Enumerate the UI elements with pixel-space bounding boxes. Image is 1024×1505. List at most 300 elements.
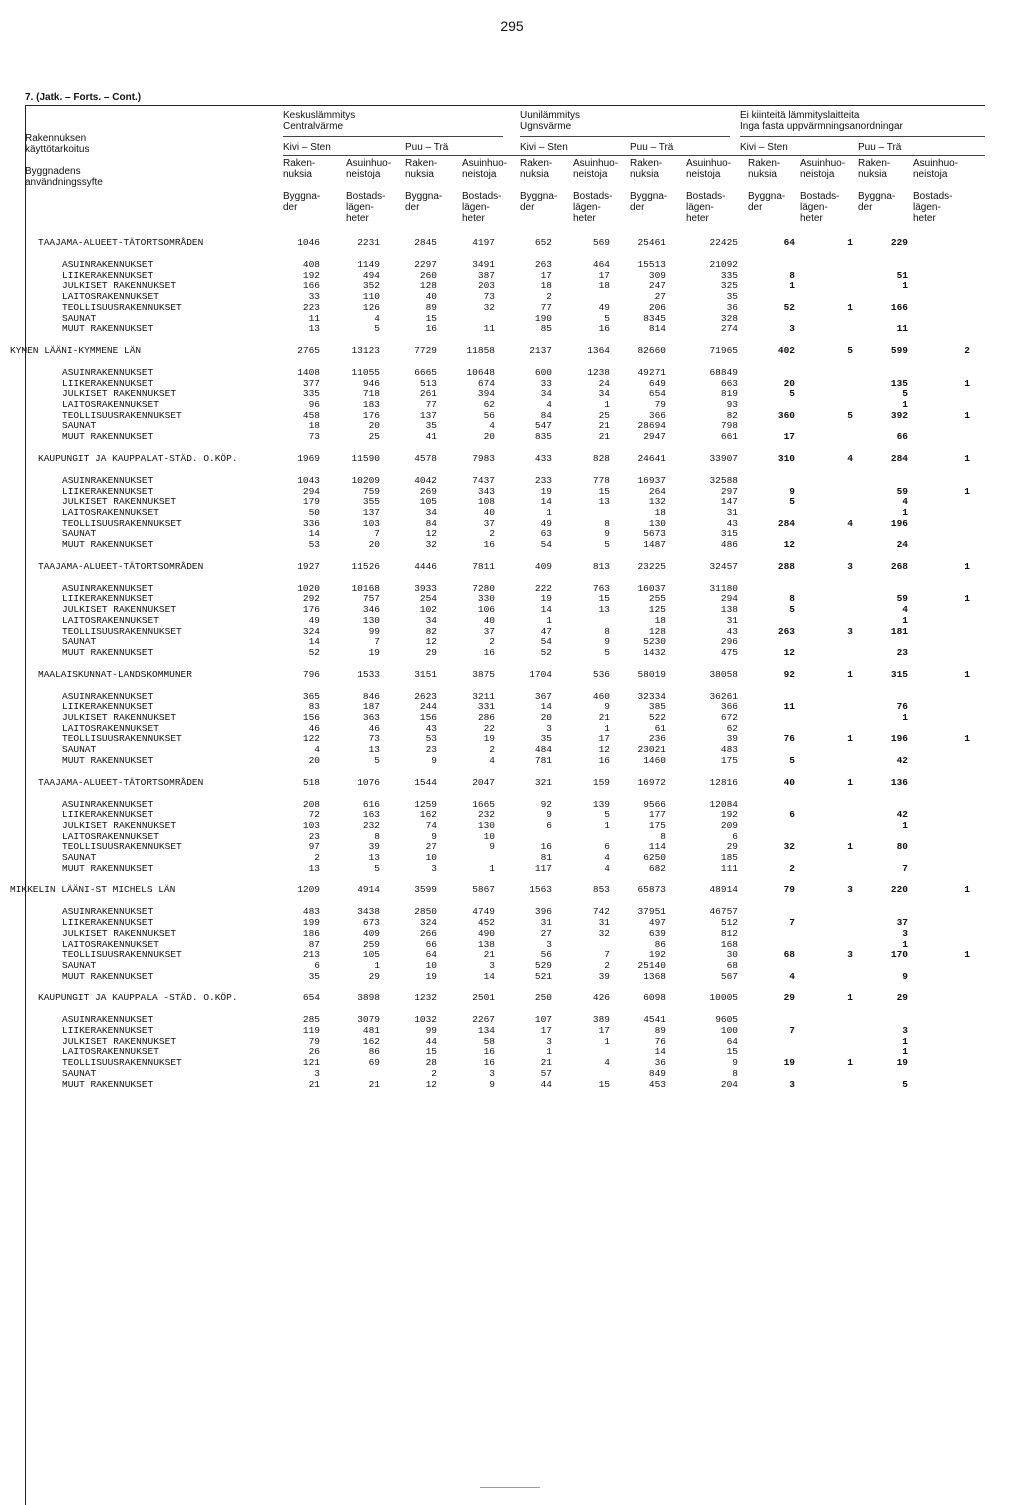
cell-col-2: 7 — [374, 528, 380, 540]
cell-col-5: 44 — [540, 1078, 552, 1090]
table-row — [0, 852, 1024, 863]
cell-col-5: 92 — [540, 798, 552, 810]
cell-col-4: 106 — [477, 604, 495, 616]
group-rule-1 — [283, 136, 503, 137]
cell-col-6: 1238 — [587, 366, 610, 378]
cell-col-9: 19 — [783, 1057, 795, 1069]
cell-col-2: 137 — [362, 506, 380, 518]
cell-col-1: 83 — [308, 701, 320, 713]
cell-col-11: 1 — [902, 819, 908, 831]
cell-col-6: 15 — [598, 593, 610, 605]
cell-col-12: 1 — [964, 593, 970, 605]
cell-col-7: 497 — [648, 917, 666, 929]
cell-col-1: 192 — [302, 269, 320, 281]
cell-col-2: 8 — [374, 830, 380, 842]
cell-col-2: 105 — [362, 949, 380, 961]
cell-col-5: 27 — [540, 927, 552, 939]
table-row — [0, 755, 1024, 766]
cell-col-9: 20 — [783, 377, 795, 389]
cell-col-5: 14 — [540, 701, 552, 713]
cell-col-9: 40 — [783, 776, 795, 788]
cell-col-3: 12 — [425, 528, 437, 540]
cell-col-8: 68849 — [709, 366, 738, 378]
cell-col-5: 54 — [540, 636, 552, 648]
cell-col-11: 1 — [902, 506, 908, 518]
cell-col-7: 16037 — [637, 582, 666, 594]
row-label: LAITOSRAKENNUKSET — [62, 1046, 159, 1058]
cell-col-10: 1 — [847, 237, 853, 248]
cell-col-4: 16 — [483, 646, 495, 658]
cell-col-2: 5 — [374, 323, 380, 335]
cell-col-8: 209 — [720, 819, 738, 831]
table-row — [0, 906, 1024, 917]
cell-col-3: 35 — [425, 420, 437, 432]
row-label: MUUT RAKENNUKSET — [62, 431, 154, 443]
cell-col-1: 1046 — [297, 237, 320, 248]
cell-col-7: 125 — [648, 604, 666, 616]
row-label: JULKISET RAKENNUKSET — [62, 927, 177, 939]
cell-col-2: 11590 — [351, 452, 380, 464]
table-row — [0, 733, 1024, 744]
cell-col-10: 1 — [847, 776, 853, 788]
cell-col-2: 616 — [362, 798, 380, 810]
cell-col-3: 2 — [431, 1067, 437, 1079]
row-label: LIIKERAKENNUKSET — [62, 377, 154, 389]
group-header-no-heating: Ei kiinteitä lämmityslaitteita Inga fasta uppvärmningsanordningar — [740, 110, 903, 132]
table-row — [0, 528, 1024, 539]
row-label: SAUNAT — [62, 852, 97, 863]
cell-col-3: 3599 — [414, 884, 437, 896]
cell-col-8: 9605 — [715, 1014, 738, 1026]
row-label: LIIKERAKENNUKSET — [62, 1025, 154, 1036]
cell-col-6: 7 — [604, 949, 610, 961]
cell-col-8: 9 — [732, 1057, 738, 1069]
cell-col-1: 53 — [308, 539, 320, 550]
cell-col-7: 247 — [648, 280, 666, 292]
cell-col-12: 1 — [964, 452, 970, 464]
row-label: MUUT RAKENNUKSET — [62, 754, 154, 766]
row-label: JULKISET RAKENNUKSET — [62, 712, 177, 723]
cell-col-2: 99 — [368, 625, 380, 637]
cell-col-8: 82 — [726, 409, 738, 421]
cell-col-5: 652 — [534, 237, 552, 248]
cell-col-3: 4578 — [414, 452, 437, 464]
cell-col-8: 62 — [726, 722, 738, 734]
cell-col-7: 37951 — [637, 906, 666, 918]
cell-col-4: 108 — [477, 496, 495, 508]
cell-col-9: 1 — [789, 280, 795, 292]
cell-col-11: 5 — [902, 388, 908, 400]
cell-col-9: 5 — [789, 754, 795, 766]
cell-col-4: 21 — [483, 949, 495, 961]
cell-col-7: 5673 — [643, 528, 666, 540]
cell-col-5: 835 — [534, 431, 552, 443]
cell-col-2: 13 — [368, 852, 380, 863]
cell-col-8: 64 — [726, 1035, 738, 1047]
cell-col-1: 6 — [314, 959, 320, 971]
cell-col-5: 57 — [540, 1067, 552, 1079]
cell-col-9: 5 — [789, 496, 795, 508]
row-label: KAUPUNGIT JA KAUPPALA -STÄD. O.KÖP. — [38, 992, 238, 1004]
cell-col-3: 34 — [425, 506, 437, 518]
cell-col-2: 13 — [368, 744, 380, 756]
cell-col-9: 5 — [789, 388, 795, 400]
cell-col-2: 25 — [368, 431, 380, 443]
cell-col-2: 232 — [362, 819, 380, 831]
row-label: JULKISET RAKENNUKSET — [62, 280, 177, 292]
cell-col-3: 1032 — [414, 1014, 437, 1026]
cell-col-4: 3491 — [472, 259, 495, 270]
cell-col-10: 3 — [847, 560, 853, 572]
cell-col-8: 335 — [720, 269, 738, 281]
cell-col-11: 1 — [902, 938, 908, 950]
row-label: ASUINRAKENNUKSET — [62, 259, 154, 270]
subheader-buildings-2: Raken- nuksia Byggna- der — [405, 158, 443, 213]
cell-col-4: 2267 — [472, 1014, 495, 1026]
cell-col-8: 512 — [720, 917, 738, 929]
cell-col-1: 79 — [308, 1035, 320, 1047]
cell-col-4: 2047 — [472, 776, 495, 788]
cell-col-3: 23 — [425, 744, 437, 756]
row-label: MIKKELIN LÄÄNI-ST MICHELS LÄN — [10, 884, 176, 896]
row-label: LIIKERAKENNUKSET — [62, 809, 154, 821]
cell-col-1: 408 — [302, 259, 320, 270]
cell-col-11: 1 — [902, 712, 908, 723]
cell-col-4: 232 — [477, 809, 495, 821]
cell-col-7: 89 — [654, 1025, 666, 1036]
cell-col-12: 1 — [964, 884, 970, 896]
cell-col-7: 76 — [654, 1035, 666, 1047]
cell-col-6: 1 — [604, 1035, 610, 1047]
cell-col-8: 31 — [726, 614, 738, 626]
cell-col-2: 130 — [362, 614, 380, 626]
cell-col-1: 324 — [302, 625, 320, 637]
cell-col-10: 4 — [847, 452, 853, 464]
cell-col-1: 1043 — [297, 474, 320, 486]
cell-col-11: 136 — [890, 776, 908, 788]
cell-col-8: 71965 — [709, 344, 738, 356]
cell-col-4: 387 — [477, 269, 495, 281]
cell-col-11: 23 — [896, 646, 908, 658]
cell-col-11: 4 — [902, 496, 908, 508]
cell-col-8: 36 — [726, 301, 738, 313]
row-label: TEOLLISUUSRAKENNUKSET — [62, 949, 182, 961]
cell-col-9: 263 — [777, 625, 795, 637]
cell-col-11: 5 — [902, 1078, 908, 1090]
cell-col-6: 17 — [598, 1025, 610, 1036]
cell-col-8: 29 — [726, 841, 738, 853]
cell-col-3: 6665 — [414, 366, 437, 378]
cell-col-5: 52 — [540, 646, 552, 658]
table-row — [0, 1068, 1024, 1079]
cell-col-3: 84 — [425, 517, 437, 529]
cell-col-4: 394 — [477, 388, 495, 400]
row-label: MUUT RAKENNUKSET — [62, 323, 154, 335]
cell-col-11: 268 — [890, 560, 908, 572]
cell-col-4: 4749 — [472, 906, 495, 918]
cell-col-8: 812 — [720, 927, 738, 939]
cell-col-7: 24641 — [637, 452, 666, 464]
cell-col-4: 2 — [489, 744, 495, 756]
cell-col-3: 102 — [419, 604, 437, 616]
cell-col-1: 518 — [302, 776, 320, 788]
cell-col-7: 309 — [648, 269, 666, 281]
row-label: MUUT RAKENNUKSET — [62, 1078, 154, 1090]
cell-col-3: 244 — [419, 701, 437, 713]
cell-col-1: 186 — [302, 927, 320, 939]
cell-col-8: 30 — [726, 949, 738, 961]
cell-col-6: 12 — [598, 744, 610, 756]
cell-col-6: 16 — [598, 323, 610, 335]
cell-col-2: 7 — [374, 636, 380, 648]
cell-col-9: 2 — [789, 862, 795, 874]
cell-col-8: 46757 — [709, 906, 738, 918]
cell-col-1: 3 — [314, 1067, 320, 1079]
cell-col-4: 2 — [489, 528, 495, 540]
row-label: ASUINRAKENNUKSET — [62, 1014, 154, 1026]
cell-col-8: 22425 — [709, 237, 738, 248]
cell-col-3: 4446 — [414, 560, 437, 572]
cell-col-3: 3933 — [414, 582, 437, 594]
cell-col-4: 7280 — [472, 582, 495, 594]
cell-col-6: 1364 — [587, 344, 610, 356]
row-label: SAUNAT — [62, 744, 97, 756]
table-caption: 7. (Jatk. – Forts. – Cont.) — [25, 92, 142, 103]
cell-col-4: 2501 — [472, 992, 495, 1004]
section-row — [0, 669, 1024, 680]
cell-col-3: 41 — [425, 431, 437, 443]
cell-col-6: 5 — [604, 809, 610, 821]
cell-col-4: 134 — [477, 1025, 495, 1036]
cell-col-8: 366 — [720, 701, 738, 713]
cell-col-6: 15 — [598, 1078, 610, 1090]
cell-col-6: 5 — [604, 646, 610, 658]
row-label: LAITOSRAKENNUKSET — [62, 938, 159, 950]
cell-col-9: 64 — [783, 237, 795, 248]
cell-col-7: 132 — [648, 496, 666, 508]
cell-col-7: 65873 — [637, 884, 666, 896]
cell-col-8: 204 — [720, 1078, 738, 1090]
subheader-buildings-3: Raken- nuksia Byggna- der — [520, 158, 558, 213]
cell-col-8: 48914 — [709, 884, 738, 896]
cell-col-8: 43 — [726, 625, 738, 637]
subheader-buildings-5: Raken- nuksia Byggna- der — [748, 158, 786, 213]
cell-col-2: 673 — [362, 917, 380, 929]
cell-col-11: 220 — [890, 884, 908, 896]
cell-col-5: 1704 — [529, 668, 552, 680]
cell-col-2: 409 — [362, 927, 380, 939]
row-label: JULKISET RAKENNUKSET — [62, 819, 177, 831]
cell-col-1: 49 — [308, 614, 320, 626]
cell-col-5: 250 — [534, 992, 552, 1004]
cell-col-3: 64 — [425, 949, 437, 961]
cell-col-10: 4 — [847, 517, 853, 529]
cell-col-6: 34 — [598, 388, 610, 400]
cell-col-1: 87 — [308, 938, 320, 950]
cell-col-9: 32 — [783, 841, 795, 853]
cell-col-11: 3 — [902, 1025, 908, 1036]
cell-col-7: 5230 — [643, 636, 666, 648]
cell-col-8: 6 — [732, 830, 738, 842]
cell-col-4: 674 — [477, 377, 495, 389]
cell-col-7: 264 — [648, 485, 666, 497]
row-label: LIIKERAKENNUKSET — [62, 701, 154, 713]
cell-col-1: 285 — [302, 1014, 320, 1026]
cell-col-7: 6250 — [643, 852, 666, 863]
cell-col-6: 778 — [592, 474, 610, 486]
cell-col-4: 4 — [489, 754, 495, 766]
cell-col-1: 52 — [308, 646, 320, 658]
row-label: LAITOSRAKENNUKSET — [62, 506, 159, 518]
cell-col-6: 569 — [592, 237, 610, 248]
table-row — [0, 841, 1024, 852]
cell-col-8: 21092 — [709, 259, 738, 270]
subheader-dwellings-3: Asuinhuo- neistoja Bostads- lägen- heter — [573, 158, 619, 224]
row-label: TAAJAMA-ALUEET-TÄTORTSOMRÅDEN — [38, 560, 204, 572]
cell-col-3: 156 — [419, 712, 437, 723]
table-row — [0, 723, 1024, 734]
cell-col-2: 20 — [368, 420, 380, 432]
subheader-dwellings-5: Asuinhuo- neistoja Bostads- lägen- heter — [800, 158, 846, 224]
cell-col-4: 490 — [477, 927, 495, 939]
row-label: TEOLLISUUSRAKENNUKSET — [62, 841, 182, 853]
cell-col-9: 7 — [789, 917, 795, 929]
section-row — [0, 992, 1024, 1003]
cell-col-7: 8345 — [643, 312, 666, 324]
cell-col-6: 21 — [598, 431, 610, 443]
cell-col-7: 2947 — [643, 431, 666, 443]
cell-col-8: 274 — [720, 323, 738, 335]
cell-col-4: 37 — [483, 517, 495, 529]
cell-col-3: 44 — [425, 1035, 437, 1047]
cell-col-5: 1563 — [529, 884, 552, 896]
cell-col-5: 117 — [534, 862, 552, 874]
table-row — [0, 583, 1024, 594]
cell-col-11: 196 — [890, 733, 908, 745]
table-row — [0, 1079, 1024, 1090]
cell-col-10: 1 — [847, 668, 853, 680]
cell-col-2: 183 — [362, 399, 380, 410]
cell-col-3: 266 — [419, 927, 437, 939]
cell-col-3: 10 — [425, 959, 437, 971]
cell-col-3: 40 — [425, 291, 437, 303]
cell-col-10: 1 — [847, 992, 853, 1004]
cell-col-7: 16937 — [637, 474, 666, 486]
cell-col-2: 13123 — [351, 344, 380, 356]
cell-col-3: 2850 — [414, 906, 437, 918]
row-label: ASUINRAKENNUKSET — [62, 690, 154, 702]
cell-col-2: 176 — [362, 409, 380, 421]
cell-col-5: 367 — [534, 690, 552, 702]
cell-col-1: 21 — [308, 1078, 320, 1090]
cell-col-7: 23225 — [637, 560, 666, 572]
cell-col-5: 19 — [540, 593, 552, 605]
table-row — [0, 378, 1024, 389]
cell-col-11: 196 — [890, 517, 908, 529]
cell-col-7: 25461 — [637, 237, 666, 248]
cell-col-3: 513 — [419, 377, 437, 389]
table-row — [0, 496, 1024, 507]
cell-col-7: 86 — [654, 938, 666, 950]
cell-col-9: 3 — [789, 323, 795, 335]
cell-col-1: 122 — [302, 733, 320, 745]
cell-col-5: 85 — [540, 323, 552, 335]
cell-col-7: 130 — [648, 517, 666, 529]
cell-col-4: 22 — [483, 722, 495, 734]
cell-col-4: 40 — [483, 506, 495, 518]
cell-col-11: 51 — [896, 269, 908, 281]
cell-col-9: 76 — [783, 733, 795, 745]
cell-col-5: 21 — [540, 1057, 552, 1069]
cell-col-7: 61 — [654, 722, 666, 734]
row-label: TEOLLISUUSRAKENNUKSET — [62, 1057, 182, 1069]
cell-col-7: 649 — [648, 377, 666, 389]
cell-col-6: 5 — [604, 539, 610, 550]
cell-col-7: 849 — [648, 1067, 666, 1079]
row-label: LAITOSRAKENNUKSET — [62, 722, 159, 734]
cell-col-3: 137 — [419, 409, 437, 421]
table-row — [0, 518, 1024, 529]
cell-col-5: 600 — [534, 366, 552, 378]
cell-col-6: 139 — [592, 798, 610, 810]
cell-col-8: 296 — [720, 636, 738, 648]
table-row — [0, 1014, 1024, 1025]
row-label: TAAJAMA-ALUEET-TÄTORTSOMRÅDEN — [38, 776, 204, 788]
row-label: TEOLLISUUSRAKENNUKSET — [62, 301, 182, 313]
cell-col-1: 1209 — [297, 884, 320, 896]
cell-col-3: 260 — [419, 269, 437, 281]
cell-col-2: 259 — [362, 938, 380, 950]
cell-col-9: 284 — [777, 517, 795, 529]
cell-col-6: 828 — [592, 452, 610, 464]
cell-col-4: 56 — [483, 409, 495, 421]
cell-col-3: 2623 — [414, 690, 437, 702]
table-row — [0, 917, 1024, 928]
cell-col-3: 74 — [425, 819, 437, 831]
cell-col-7: 114 — [648, 841, 666, 853]
cell-col-4: 3875 — [472, 668, 495, 680]
cell-col-5: 77 — [540, 301, 552, 313]
cell-col-6: 24 — [598, 377, 610, 389]
subheader-buildings-4: Raken- nuksia Byggna- der — [630, 158, 668, 213]
material-header-1: Kivi – Sten — [283, 142, 331, 153]
cell-col-3: 89 — [425, 301, 437, 313]
cell-col-8: 325 — [720, 280, 738, 292]
subheader-dwellings-6: Asuinhuo- neistoja Bostads- lägen- heter — [913, 158, 959, 224]
cell-col-7: 175 — [648, 819, 666, 831]
cell-col-1: 14 — [308, 528, 320, 540]
cell-col-2: 11526 — [351, 560, 380, 572]
cell-col-11: 4 — [902, 604, 908, 616]
cell-col-1: 2765 — [297, 344, 320, 356]
cell-col-11: 37 — [896, 917, 908, 929]
table-row — [0, 507, 1024, 518]
cell-col-8: 43 — [726, 517, 738, 529]
row-label: MAALAISKUNNAT-LANDSKOMMUNER — [38, 668, 192, 680]
table-row — [0, 280, 1024, 291]
cell-col-1: 292 — [302, 593, 320, 605]
cell-col-1: 97 — [308, 841, 320, 853]
cell-col-3: 128 — [419, 280, 437, 292]
cell-col-2: 10168 — [351, 582, 380, 594]
cell-col-8: 138 — [720, 604, 738, 616]
cell-col-3: 9 — [431, 754, 437, 766]
cell-col-2: 759 — [362, 485, 380, 497]
cell-col-4: 1665 — [472, 798, 495, 810]
cell-col-1: 654 — [302, 992, 320, 1004]
cell-col-8: 798 — [720, 420, 738, 432]
cell-col-11: 1 — [902, 1046, 908, 1058]
